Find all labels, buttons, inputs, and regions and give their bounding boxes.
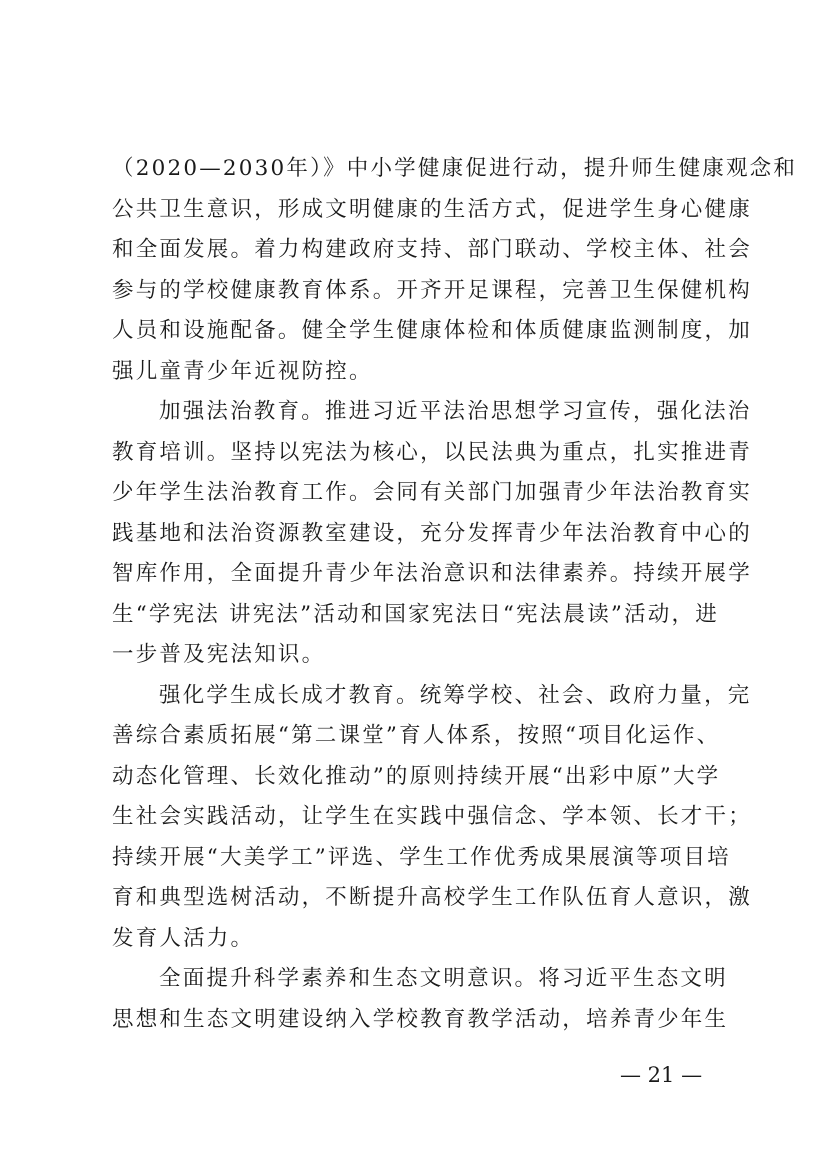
text-line: 参与的学校健康教育体系。开齐开足课程，完善卫生保健机构: [112, 277, 752, 303]
text-line: 践基地和法治资源教室建设，充分发挥青少年法治教育中心的: [112, 520, 752, 546]
paragraph-science-ecology: [112, 959, 729, 1040]
text-line: 育和典型选树活动，不断提升高校学生工作队伍育人意识，激: [112, 885, 752, 910]
text-line: 思想和生态文明建设纳入学校教育教学活动，培养青少年生: [112, 1006, 729, 1032]
text-line: 智库作用，全面提升青少年法治意识和法律素养。持续开展学: [112, 561, 752, 586]
text-line: 生社会实践活动，让学生在实践中强信念、学本领、长才干；: [112, 804, 752, 829]
text-line: 强化学生成长成才教育。统筹学校、社会、政府力量，完: [159, 682, 752, 708]
text-line: 全面提升科学素养和生态文明意识。将习近平生态文明: [159, 966, 728, 991]
text-line: 善综合素质拓展“第二课堂”育人体系，按照“项目化运作、: [112, 723, 721, 748]
text-line: 加强法治教育。推进习近平法治思想学习宣传，强化法治: [159, 399, 752, 424]
text-line: 强儿童青少年近视防控。: [112, 358, 373, 384]
text-line: 生“学宪法 讲宪法”活动和国家宪法日“宪法晨读”活动，进: [112, 601, 719, 627]
text-line: 少年学生法治教育工作。会同有关部门加强青少年法治教育实: [112, 480, 752, 505]
page-number: — 21 —: [620, 1063, 703, 1087]
text-line: 一步普及宪法知识。: [112, 642, 326, 667]
text-line: 动态化管理、长效化推动”的原则持续开展“出彩中原”大学: [112, 763, 721, 789]
text-line: 公共卫生意识，形成文明健康的生活方式，促进学生身心健康: [112, 196, 752, 222]
text-line: 教育培训。坚持以宪法为核心，以民法典为重点，扎实推进青: [112, 439, 752, 465]
paragraph-growth-education: [112, 676, 752, 960]
text-line: 和全面发展。着力构建政府支持、部门联动、学校主体、社会: [112, 237, 752, 262]
text-line: 人员和设施配备。健全学生健康体检和体质健康监测制度，加: [112, 318, 752, 343]
text-line: （2020—2030年）》中小学健康促进行动，提升师生健康观念和: [112, 156, 798, 181]
paragraph-health: [112, 149, 798, 392]
text-line: 持续开展“大美学工”评选、学生工作优秀成果展演等项目培: [112, 844, 731, 870]
paragraph-legal-education: [112, 392, 752, 676]
text-line: 发育人活力。: [112, 925, 255, 951]
document-body: [112, 149, 798, 1040]
